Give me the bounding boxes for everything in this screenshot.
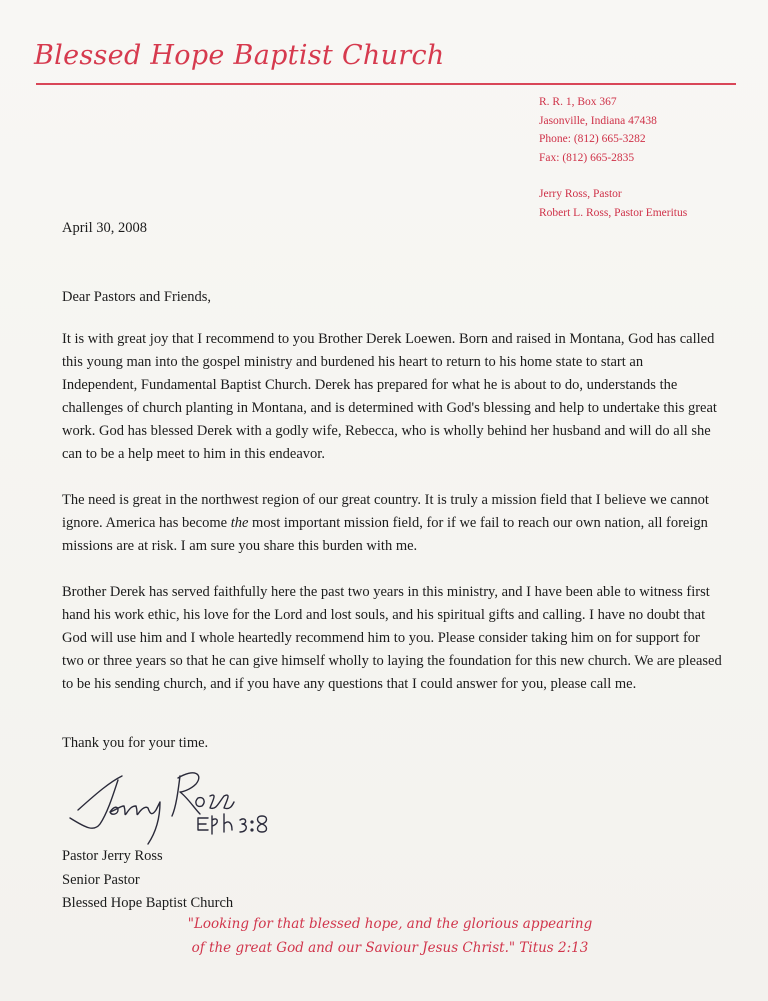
contact-spacer: [539, 167, 687, 185]
church-name-letterhead: Blessed Hope Baptist Church: [34, 40, 445, 71]
verse-line-2: of the great God and our Saviour Jesus Christ." Titus 2:13: [191, 940, 589, 956]
paragraph-2-end: most important mission field, for if we fail to reach our own nation, all foreign missions are at risk. I am sure you share this burden with me.: [62, 515, 708, 554]
salutation: Dear Pastors and Friends,: [62, 289, 212, 305]
letter-date: April 30, 2008: [62, 220, 147, 236]
pastor-emeritus-line: Robert L. Ross, Pastor Emeritus: [539, 206, 688, 219]
footer-verse: [150, 912, 630, 960]
signer-title: Senior Pastor: [62, 871, 140, 888]
letter-body: [62, 328, 722, 719]
letterhead-rule: [36, 83, 736, 85]
pastor-line: Jerry Ross, Pastor: [539, 188, 622, 200]
contact-block: [539, 93, 687, 222]
paragraph-1: It is with great joy that I recommend to you Brother Derek Loewen. Born and raised in Montana, God has called this young man into the gospel ministry and burdened his heart to return to his home state to start an Independent, Fundamental Baptist Church. Derek has prepared for what he is about to do, understands the challenges of church planting in Montana, and is determined with God's blessing and help to undertake this great work. God has blessed Derek with a godly wife, Rebecca, who is wholly behind her husband and will do all she can to be a help meet to him in this endeavor.: [62, 331, 717, 462]
paragraph-2: [62, 489, 722, 558]
paragraph-3: Brother Derek has served faithfully here the past two years in this ministry, and I have been able to witness first hand his work ethic, his love for the Lord and lost souls, and his spiritual gifts and calling. I have no doubt that God will use him and I whole heartedly recommend him to you. Please consider taking him on for support for two or three years so that he can give himself wholly to laying the foundation for this new church. We are pleased to be his sending church, and if you have any questions that I could answer for you, please call me.: [62, 584, 722, 692]
address-line-1: R. R. 1, Box 367: [539, 96, 617, 108]
handwritten-signature: [48, 752, 278, 852]
paragraph-2-start: The need is great in the northwest region of our great country. It is truly a mission field that I believe we cannot ignore. America has become: [62, 492, 709, 531]
signer-name: Pastor Jerry Ross: [62, 848, 163, 864]
signer-organization: Blessed Hope Baptist Church: [62, 895, 234, 911]
signature-block: [62, 845, 233, 916]
phone-number: Phone: (812) 665-3282: [539, 133, 646, 145]
verse-line-1: "Looking for that blessed hope, and the glorious appearing: [187, 916, 593, 932]
address-line-2: Jasonville, Indiana 47438: [539, 114, 657, 127]
fax-number: Fax: (812) 665-2835: [539, 151, 635, 164]
paragraph-2-emphasis: the: [230, 515, 249, 531]
closing-line: Thank you for your time.: [62, 735, 209, 751]
